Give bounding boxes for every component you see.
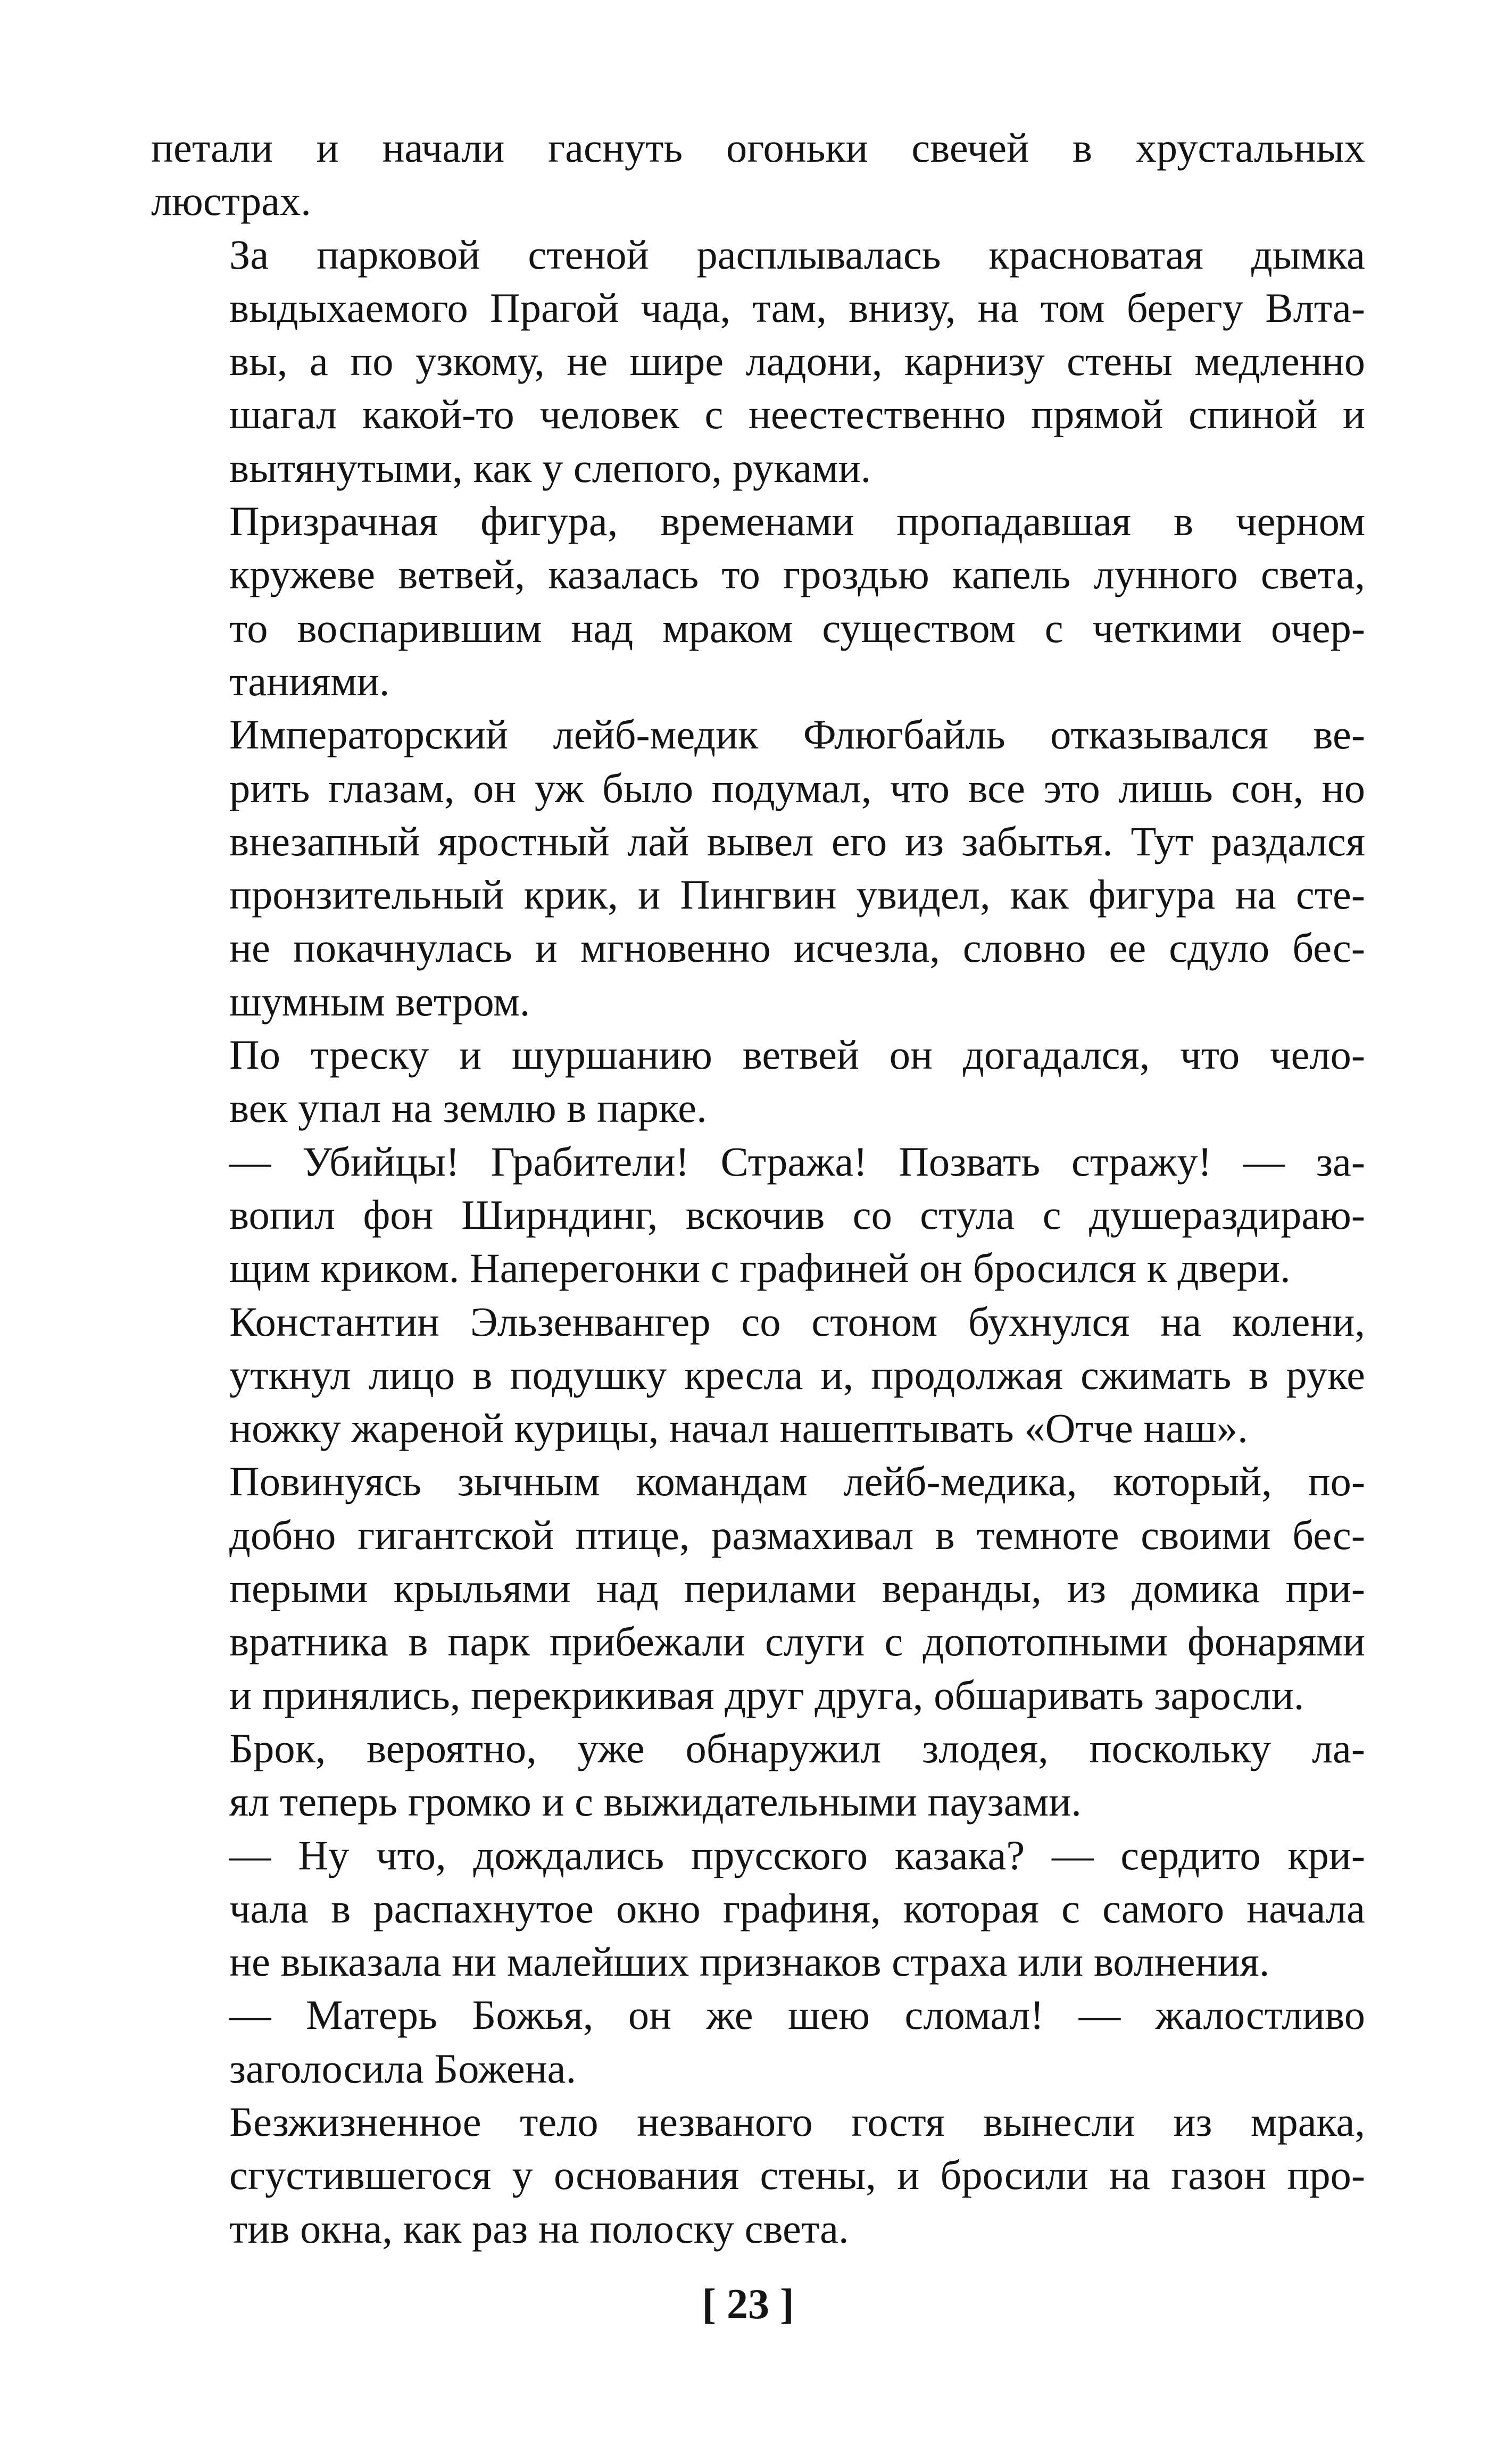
text-line: — Матерь Божья, он же шею сломал! — жалостливо <box>229 1992 1365 2038</box>
text-line: вы, а по узкому, не шире ладони, карнизу стены медленно <box>229 338 1365 385</box>
text-line: чала в распахнутое окно графиня, которая с самого начала <box>229 1885 1365 1932</box>
text-line: таниями. <box>229 657 390 704</box>
text-line: не покачнулась и мгновенно исчезла, словно ее сдуло бес- <box>229 925 1365 971</box>
text-line: перыми крыльями над перилами веранды, из домика при- <box>229 1565 1365 1612</box>
paragraph <box>151 1455 1365 1721</box>
text-line: вытянутыми, как у слепого, руками. <box>229 444 871 491</box>
text-line: По треску и шуршанию ветвей он догадался, что чело- <box>229 1031 1365 1078</box>
paragraph <box>151 121 1365 228</box>
text-line: то воспарившим над мраком существом с четкими очер- <box>229 604 1365 651</box>
text-line: люстрах. <box>151 178 311 224</box>
text-line: не выказала ни малейших признаков страха или волнения. <box>229 1938 1270 1985</box>
paragraph <box>151 1988 1365 2095</box>
paragraph <box>151 2095 1365 2255</box>
text-line: и принялись, перекрикивая друг друга, обшаривать заросли. <box>229 1671 1304 1718</box>
text-line: уткнул лицо в подушку кресла и, продолжая сжимать в руке <box>229 1351 1365 1398</box>
text-line: выдыхаемого Прагой чада, там, внизу, на том берегу Влта- <box>229 284 1365 331</box>
text-line: век упал на землю в парке. <box>229 1085 707 1131</box>
paragraph <box>151 495 1365 708</box>
paragraph <box>151 708 1365 1028</box>
paragraph <box>151 228 1365 495</box>
paragraph <box>151 1722 1365 1829</box>
text-line: Императорский лейб-медик Флюгбайль отказывался ве- <box>229 711 1365 758</box>
text-line: рить глазам, он уж было подумал, что все это лишь сон, но <box>229 764 1365 811</box>
text-line: внезапный яростный лай вывел его из забытья. Тут раздался <box>229 818 1365 864</box>
text-line: Безжизненное тело незваного гостя вынесли из мрака, <box>229 2098 1365 2145</box>
text-line: вопил фон Ширндинг, вскочив со стула с душераздираю- <box>229 1191 1365 1238</box>
text-line: Призрачная фигура, временами пропадавшая в черном <box>229 498 1365 545</box>
text-line: Повинуясь зычным командам лейб-медика, который, по- <box>229 1458 1365 1505</box>
text-line: Брок, вероятно, уже обнаружил злодея, поскольку ла- <box>229 1725 1365 1771</box>
text-line: кружеве ветвей, казалась то гроздью капель лунного света, <box>229 551 1365 598</box>
paragraph <box>151 1028 1365 1135</box>
text-line: вратника в парк прибежали слуги с допотопными фонарями <box>229 1618 1365 1665</box>
text-line: ножку жареной курицы, начал нашептывать «Отче наш». <box>229 1405 1248 1452</box>
page-number: [ 23 ] <box>702 2281 794 2328</box>
text-line: сгустившегося у основания стены, и бросили на газон про- <box>229 2152 1365 2199</box>
text-line: щим криком. Наперегонки с графиней он бросился к двери. <box>229 1245 1291 1292</box>
text-line: пронзительный крик, и Пингвин увидел, как фигура на сте- <box>229 871 1365 918</box>
text-line: — Ну что, дождались прусского казака? — сердито кри- <box>229 1832 1365 1878</box>
body-text <box>151 121 1365 2255</box>
text-line: ял теперь громко и с выжидательными паузами. <box>229 1778 1082 1825</box>
text-line: петали и начали гаснуть огоньки свечей в хрустальных <box>151 124 1365 171</box>
text-line: За парковой стеной расплывалась красноватая дымка <box>229 231 1365 278</box>
paragraph <box>151 1135 1365 1295</box>
text-line: шагал какой-то человек с неестественно прямой спиной и <box>229 391 1365 438</box>
text-line: добно гигантской птице, размахивал в темноте своими бес- <box>229 1511 1365 1558</box>
text-line: шумным ветром. <box>229 978 530 1025</box>
paragraph <box>151 1295 1365 1455</box>
text-line: Константин Эльзенвангер со стоном бухнулся на колени, <box>229 1298 1365 1345</box>
text-line: тив окна, как раз на полоску света. <box>229 2205 849 2252</box>
paragraph <box>151 1829 1365 1989</box>
text-line: заголосила Божена. <box>229 2045 577 2092</box>
text-line: — Убийцы! Грабители! Стража! Позвать стражу! — за- <box>229 1138 1365 1185</box>
